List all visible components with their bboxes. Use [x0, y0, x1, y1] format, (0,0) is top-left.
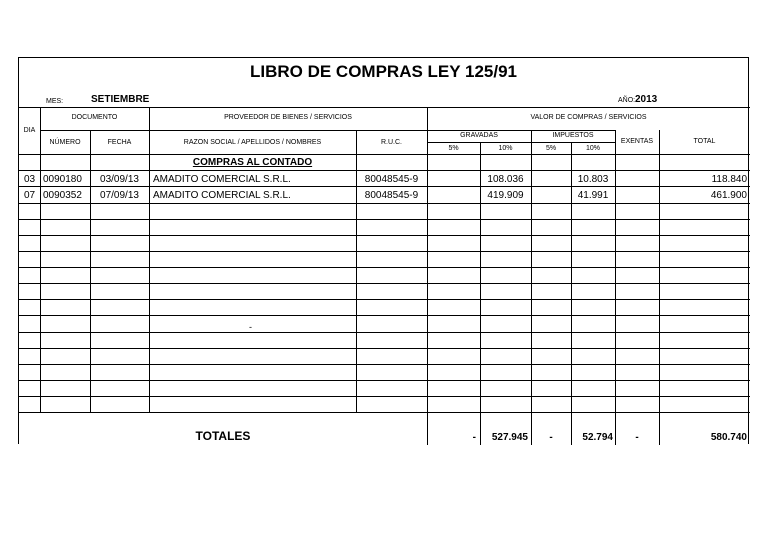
grid-line-row-12 — [19, 348, 750, 349]
totals-exentas: - — [635, 432, 639, 443]
grid-col-imp10 — [615, 130, 616, 445]
grid-line-row-13 — [19, 364, 750, 365]
row-2-total: 461.900 — [710, 190, 747, 201]
grid-line-pct-sub — [427, 142, 615, 143]
grid-line-valor-sub — [427, 130, 615, 131]
header-grav-10: 10% — [498, 145, 513, 152]
header-total: TOTAL — [693, 138, 716, 145]
header-proveedor: PROVEEDOR DE BIENES / SERVICIOS — [224, 114, 352, 121]
header-ruc: R.U.C. — [381, 139, 402, 146]
totals-total: 580.740 — [710, 432, 747, 443]
year-value: 2013 — [635, 94, 658, 105]
row-2-numero: 0090352 — [43, 190, 82, 201]
row-2-impuestos-10: 41.991 — [577, 190, 609, 201]
row-2-razon-social: AMADITO COMERCIAL S.R.L. — [153, 190, 291, 201]
year-label: AÑO: — [618, 97, 636, 104]
ledger-title: LIBRO DE COMPRAS LEY 125/91 — [249, 62, 518, 81]
totals-gravadas-10: 527.945 — [491, 432, 528, 443]
grid-line-row-3 — [19, 203, 750, 204]
header-grav-5: 5% — [448, 145, 459, 152]
month-label: MES: — [46, 98, 64, 105]
totals-impuestos-10: 52.794 — [582, 432, 613, 443]
totals-impuestos-5: - — [549, 432, 553, 443]
header-imp-5: 5% — [545, 145, 557, 152]
row-1-impuestos-10: 10.803 — [577, 174, 609, 185]
grid-col-numero — [90, 130, 91, 412]
row-2-dia: 07 — [23, 190, 36, 201]
grid-line-row-6 — [19, 251, 750, 252]
header-valor: VALOR DE COMPRAS / SERVICIOS — [530, 114, 647, 121]
row-1-gravadas-10: 108.036 — [487, 174, 524, 185]
totals-gravadas-5: - — [472, 432, 476, 443]
stray-dash: - — [249, 322, 252, 332]
grid-line-row-9 — [19, 299, 750, 300]
header-numero: NÚMERO — [49, 139, 81, 146]
header-impuestos: IMPUESTOS — [552, 132, 594, 139]
grid-line-row-10 — [19, 315, 750, 316]
row-2-ruc: 80048545-9 — [364, 190, 419, 201]
grid-col-razon — [356, 130, 357, 412]
grid-col-fecha — [149, 107, 150, 412]
header-documento: DOCUMENTO — [71, 114, 118, 121]
grid-line-doc-sub — [40, 130, 427, 131]
grid-line-row-7 — [19, 267, 750, 268]
grid-line-row-4 — [19, 219, 750, 220]
row-2-gravadas-10: 419.909 — [487, 190, 524, 201]
header-gravadas: GRAVADAS — [460, 132, 498, 139]
row-1-dia: 03 — [23, 174, 36, 185]
grid-line-header-top — [19, 107, 750, 108]
totals-label: TOTALES — [195, 429, 251, 443]
row-1-razon-social: AMADITO COMERCIAL S.R.L. — [153, 174, 291, 185]
grid-line-row-1 — [19, 170, 750, 171]
header-fecha: FECHA — [107, 139, 132, 146]
grid-line-row-2 — [19, 186, 750, 187]
grid-line-header-bottom — [19, 154, 750, 155]
header-dia: DIA — [23, 127, 36, 134]
purchase-ledger-sheet — [18, 57, 749, 444]
grid-col-grav10 — [531, 130, 532, 445]
grid-col-imp5 — [571, 142, 572, 445]
row-2-fecha: 07/09/13 — [100, 190, 139, 201]
section-label: COMPRAS AL CONTADO — [192, 157, 313, 168]
header-imp-10: 10% — [585, 145, 600, 152]
row-1-numero: 0090180 — [43, 174, 82, 185]
grid-line-row-16 — [19, 412, 750, 413]
grid-col-ruc — [427, 107, 428, 445]
grid-col-grav5 — [480, 142, 481, 445]
grid-col-dia — [40, 107, 41, 412]
grid-line-row-8 — [19, 283, 750, 284]
row-1-ruc: 80048545-9 — [364, 174, 419, 185]
row-1-total: 118.840 — [711, 174, 747, 185]
grid-line-row-11 — [19, 332, 750, 333]
row-1-fecha: 03/09/13 — [100, 174, 139, 185]
header-exentas: EXENTAS — [620, 138, 654, 145]
month-value: SETIEMBRE — [91, 94, 150, 105]
grid-line-row-5 — [19, 235, 750, 236]
grid-line-row-15 — [19, 396, 750, 397]
header-razon-social: RAZON SOCIAL / APELLIDOS / NOMBRES — [183, 139, 322, 146]
grid-line-row-14 — [19, 380, 750, 381]
